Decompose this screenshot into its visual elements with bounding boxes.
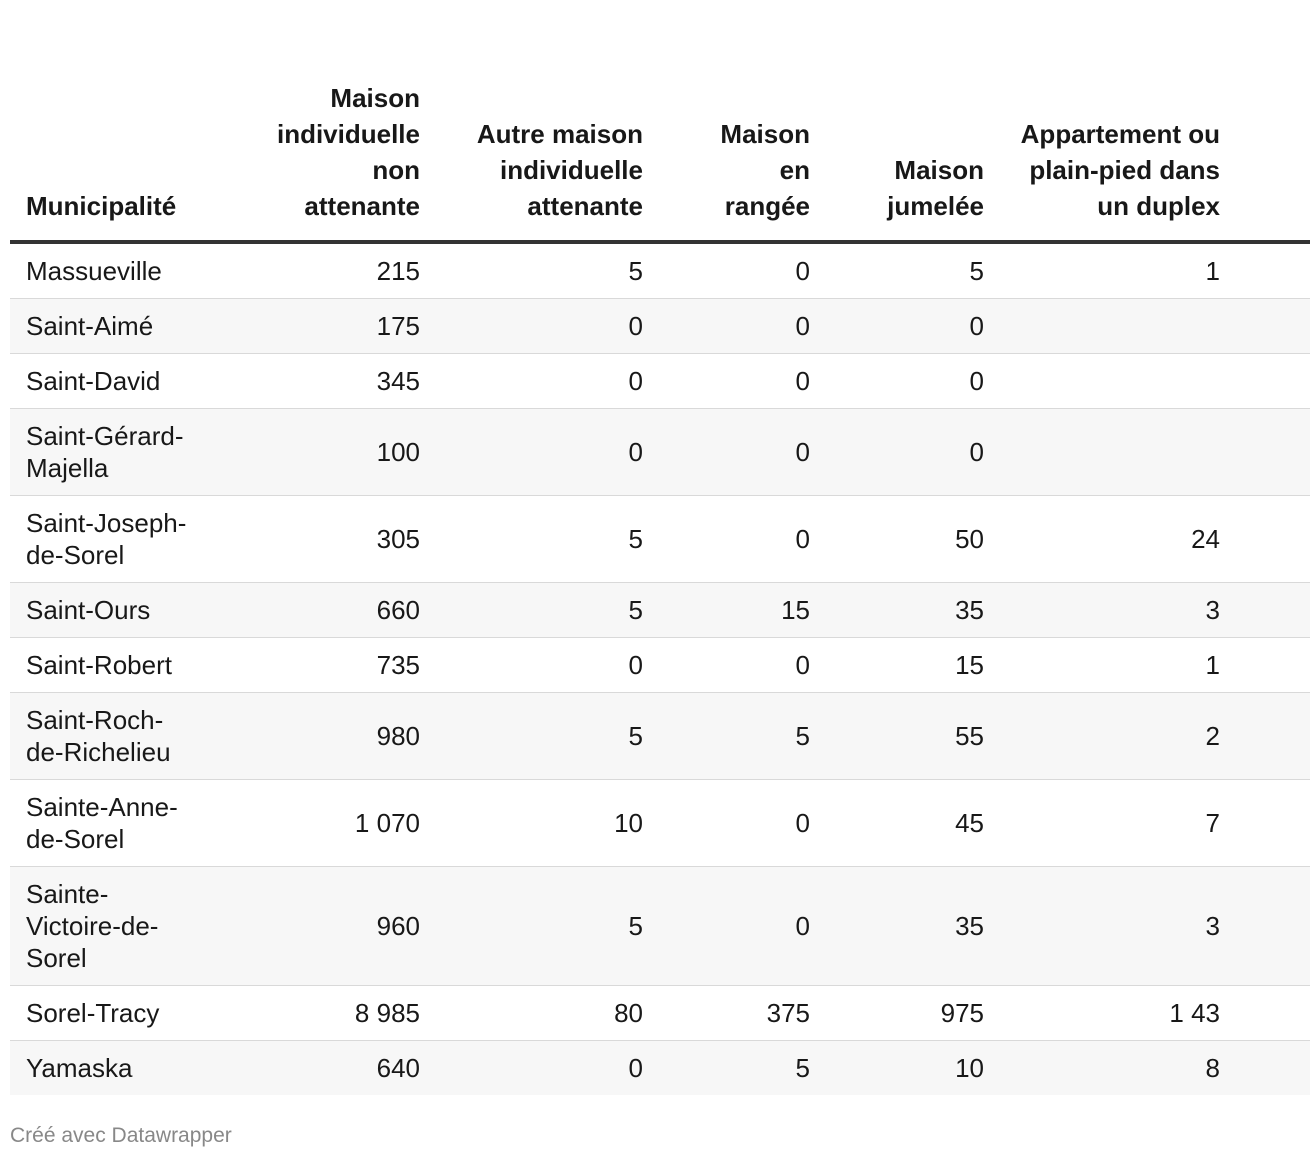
appartement-duplex-cell [984, 354, 1310, 409]
rangee-cell: 0 [643, 780, 810, 867]
non-attenante-cell: 305 [210, 496, 420, 583]
appartement-duplex-cell [984, 299, 1310, 354]
non-attenante-cell: 980 [210, 693, 420, 780]
municipality-cell: Saint-Roch-de-Richelieu [10, 693, 210, 780]
attenante-cell: 80 [420, 986, 643, 1041]
attenante-cell: 5 [420, 583, 643, 638]
attenante-cell: 0 [420, 409, 643, 496]
attenante-cell: 10 [420, 780, 643, 867]
non-attenante-cell: 660 [210, 583, 420, 638]
appartement-duplex-cell: 3 [984, 583, 1310, 638]
data-table [10, 80, 1310, 1095]
table-row [10, 354, 1310, 409]
municipality-cell: Saint-David [10, 354, 210, 409]
table-row [10, 638, 1310, 693]
non-attenante-cell: 8 985 [210, 986, 420, 1041]
jumelee-cell: 15 [810, 638, 984, 693]
municipality-cell: Yamaska [10, 1041, 210, 1096]
header-text: Maison en rangée [720, 119, 810, 221]
municipality-cell: Saint-Robert [10, 638, 210, 693]
jumelee-cell: 0 [810, 299, 984, 354]
municipality-cell: Saint-Aimé [10, 299, 210, 354]
attenante-cell: 0 [420, 354, 643, 409]
non-attenante-cell: 1 070 [210, 780, 420, 867]
col-header-maison-individuelle-non-attenante[interactable] [210, 80, 420, 242]
jumelee-cell: 0 [810, 409, 984, 496]
table-row [10, 242, 1310, 299]
appartement-duplex-cell: 1 [984, 638, 1310, 693]
header-text: Maison individuelle non attenante [276, 83, 420, 221]
jumelee-cell: 5 [810, 242, 984, 299]
jumelee-cell: 45 [810, 780, 984, 867]
non-attenante-cell: 960 [210, 867, 420, 986]
non-attenante-cell: 640 [210, 1041, 420, 1096]
municipality-cell: Sainte-Anne-de-Sorel [10, 780, 210, 867]
municipality-cell: Massueville [10, 242, 210, 299]
attenante-cell: 0 [420, 638, 643, 693]
attenante-cell: 5 [420, 242, 643, 299]
attenante-cell: 0 [420, 299, 643, 354]
table-row [10, 693, 1310, 780]
rangee-cell: 5 [643, 693, 810, 780]
non-attenante-cell: 215 [210, 242, 420, 299]
rangee-cell: 0 [643, 354, 810, 409]
jumelee-cell: 35 [810, 867, 984, 986]
jumelee-cell: 10 [810, 1041, 984, 1096]
header-text: Autre maison individuelle attenante [476, 119, 643, 221]
jumelee-cell: 50 [810, 496, 984, 583]
attenante-cell: 5 [420, 693, 643, 780]
table-row [10, 1041, 1310, 1096]
jumelee-cell: 0 [810, 354, 984, 409]
rangee-cell: 0 [643, 409, 810, 496]
jumelee-cell: 35 [810, 583, 984, 638]
header-text: Maison jumelée [887, 155, 984, 221]
non-attenante-cell: 345 [210, 354, 420, 409]
jumelee-cell: 975 [810, 986, 984, 1041]
col-header-appartement-duplex[interactable] [984, 80, 1310, 242]
municipality-cell: Saint-Ours [10, 583, 210, 638]
attenante-cell: 5 [420, 496, 643, 583]
table-row [10, 780, 1310, 867]
non-attenante-cell: 175 [210, 299, 420, 354]
appartement-duplex-cell: 3 [984, 867, 1310, 986]
appartement-duplex-cell: 1 43 [984, 986, 1310, 1041]
col-header-maison-en-rangee[interactable] [643, 80, 810, 242]
rangee-cell: 0 [643, 638, 810, 693]
municipality-cell: Saint-Gérard-Majella [10, 409, 210, 496]
jumelee-cell: 55 [810, 693, 984, 780]
col-header-maison-jumelee[interactable] [810, 80, 984, 242]
table-viewport [10, 0, 1220, 1090]
rangee-cell: 15 [643, 583, 810, 638]
appartement-duplex-cell: 2 [984, 693, 1310, 780]
non-attenante-cell: 735 [210, 638, 420, 693]
municipality-cell: Sorel-Tracy [10, 986, 210, 1041]
header-row [10, 80, 1310, 242]
rangee-cell: 5 [643, 1041, 810, 1096]
rangee-cell: 0 [643, 867, 810, 986]
table-row [10, 867, 1310, 986]
appartement-duplex-cell: 24 [984, 496, 1310, 583]
municipality-cell: Sainte-Victoire-de-Sorel [10, 867, 210, 986]
non-attenante-cell: 100 [210, 409, 420, 496]
table-row [10, 299, 1310, 354]
col-header-municipalite[interactable]: Municipalité [10, 80, 210, 242]
rangee-cell: 0 [643, 242, 810, 299]
attenante-cell: 5 [420, 867, 643, 986]
rangee-cell: 375 [643, 986, 810, 1041]
table-row [10, 409, 1310, 496]
appartement-duplex-cell: 7 [984, 780, 1310, 867]
header-text: Appartement ou plain-pied dans un duplex [1020, 119, 1220, 221]
rangee-cell: 0 [643, 299, 810, 354]
col-header-autre-maison-individuelle-attenante[interactable] [420, 80, 643, 242]
table-row [10, 583, 1310, 638]
datawrapper-credit[interactable]: Créé avec Datawrapper [10, 1124, 232, 1147]
appartement-duplex-cell: 8 [984, 1041, 1310, 1096]
table-row [10, 496, 1310, 583]
appartement-duplex-cell [984, 409, 1310, 496]
municipality-cell: Saint-Joseph-de-Sorel [10, 496, 210, 583]
appartement-duplex-cell: 1 [984, 242, 1310, 299]
rangee-cell: 0 [643, 496, 810, 583]
attenante-cell: 0 [420, 1041, 643, 1096]
table-body [10, 242, 1310, 1095]
table-row [10, 986, 1310, 1041]
